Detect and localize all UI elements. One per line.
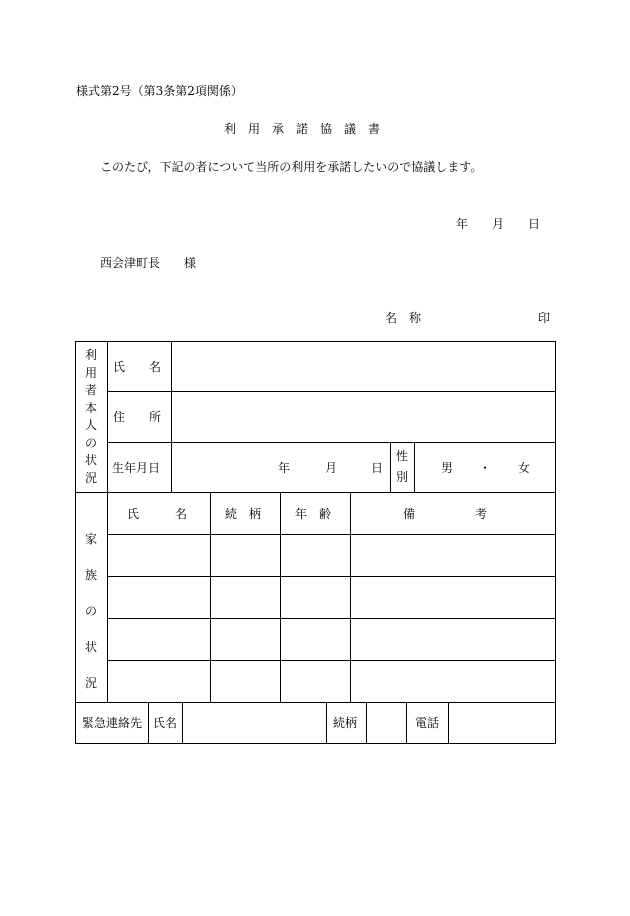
- family-header-name: 氏 名: [127, 507, 188, 521]
- family-section-char: 況: [84, 676, 97, 690]
- name-label: 氏 名: [113, 360, 162, 374]
- family-header-relation: 続 柄: [225, 507, 262, 521]
- addressee: 西会津町長 様: [100, 256, 197, 270]
- address-label: 住 所: [113, 410, 162, 424]
- user-section-char: 状: [84, 453, 97, 467]
- birth-month: 月: [325, 461, 338, 475]
- family-section-char: の: [84, 604, 97, 618]
- user-section-char: 本: [84, 400, 97, 415]
- intro-text: このたび，下記の者について当所の利用を承諾したいので協議します。: [100, 160, 483, 174]
- family-section-label: [83, 521, 99, 701]
- emergency-phone-label: 電話: [415, 716, 440, 730]
- user-section-char: 用: [84, 365, 97, 380]
- document-title: 利 用 承 諾 協 議 書: [224, 122, 381, 136]
- user-section-char: の: [84, 435, 97, 450]
- date-month: 月: [492, 217, 505, 231]
- user-section-char: 人: [84, 418, 97, 432]
- form-number: 様式第2号（第3条第2項関係）: [76, 84, 243, 98]
- application-table: [75, 341, 556, 744]
- user-section-char: 況: [84, 470, 97, 485]
- user-section-char: 者: [84, 383, 97, 397]
- emergency-name-label: 氏名: [153, 716, 178, 730]
- family-header-age: 年 齢: [295, 507, 332, 521]
- user-section-label: [83, 347, 99, 487]
- family-header-remarks: 備 考: [403, 507, 488, 521]
- date-year: 年: [456, 217, 469, 231]
- seal-mark: 印: [538, 311, 551, 325]
- sex-label: [394, 446, 410, 488]
- name-field[interactable]: [173, 343, 553, 389]
- emergency-relation-label: 続柄: [333, 716, 358, 730]
- address-field[interactable]: [173, 393, 553, 439]
- user-section-char: 利: [84, 348, 97, 362]
- emergency-relation-field[interactable]: [368, 704, 404, 742]
- birth-day: 日: [371, 461, 384, 475]
- emergency-name-field[interactable]: [184, 704, 324, 742]
- sex-label-char: 別: [395, 470, 408, 484]
- sex-male-option[interactable]: 男: [441, 461, 454, 475]
- birthdate-label: 生年月日: [112, 461, 161, 475]
- sex-female-option[interactable]: 女: [518, 461, 531, 475]
- family-section-char: 族: [84, 568, 97, 582]
- date-day: 日: [528, 217, 541, 231]
- family-section-char: 家: [84, 532, 97, 546]
- family-section-char: 状: [84, 640, 97, 654]
- birth-year: 年: [278, 461, 291, 475]
- emergency-phone-field[interactable]: [450, 704, 554, 742]
- applicant-name-label: 名 称: [385, 311, 422, 325]
- sex-separator: ・: [479, 461, 492, 475]
- sex-label-char: 性: [395, 449, 408, 463]
- emergency-label: 緊急連絡先: [82, 716, 143, 730]
